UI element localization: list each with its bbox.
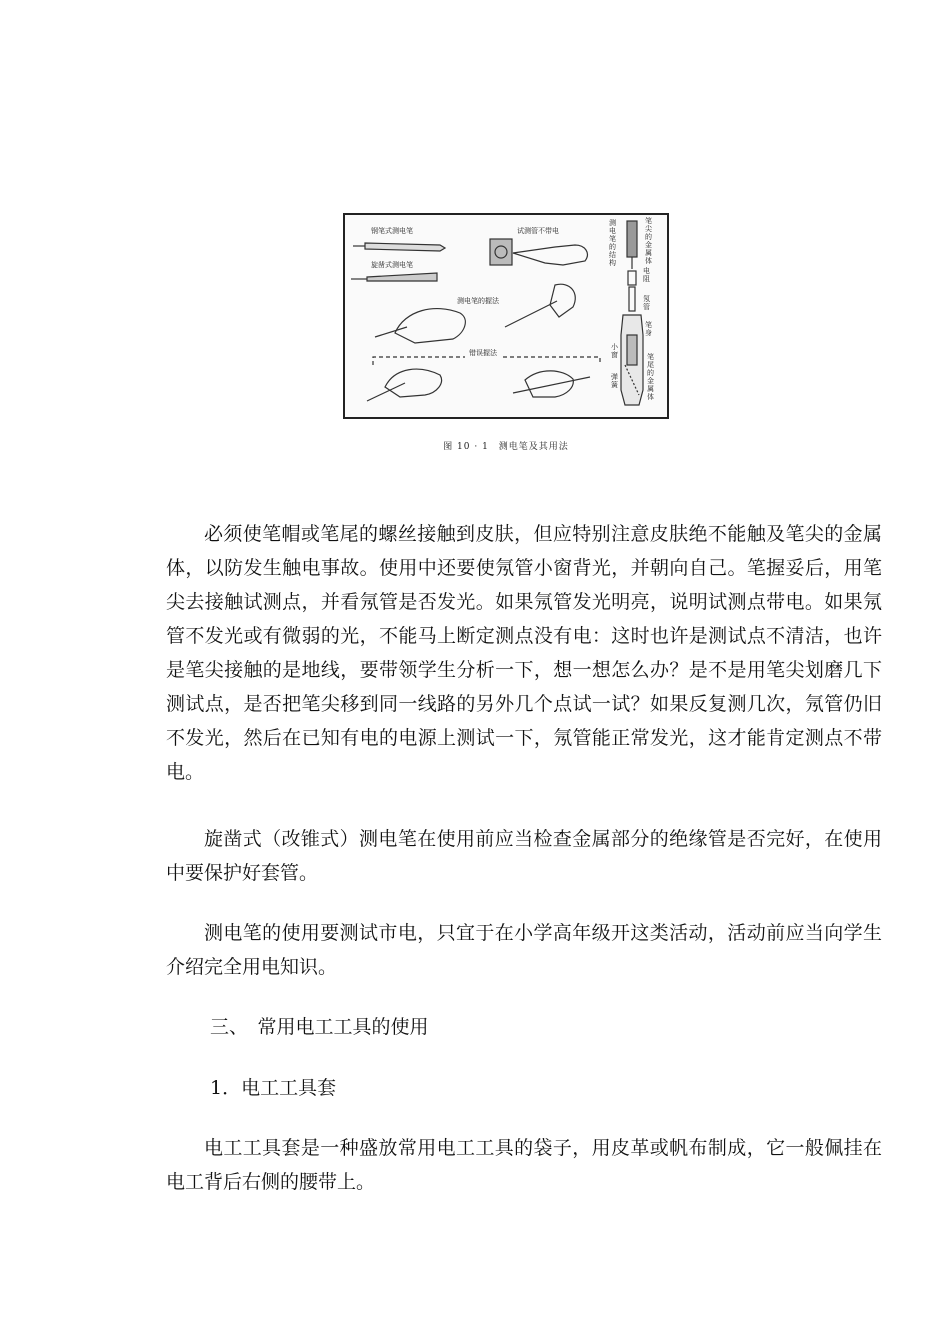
label-grip: 测电笔的握法 [457,297,499,305]
label-wrong-grip: 错误握法 [469,349,497,357]
paragraph-2: 旋凿式（改锥式）测电笔在使用前应当检查金属部分的绝缘管是否完好，在使用中要保护好套管。 [166,828,882,884]
label-structure: 测电笔的结构 [609,219,616,267]
figure-caption: 图 10 · 1 测电笔及其用法 [443,442,569,452]
pen-figure [343,213,669,419]
paragraph-1: 必须使笔帽或笔尾的螺丝接触到皮肤，但应特别注意皮肤绝不能触及笔尖的金属体，以防发生触电事故。使用中还要使氖管小窗背光，并朝向自己。笔握妥后，用笔尖去接触试测点，并看氖管是否发光。如果氖管发光明亮，说明试测点带电。如果氖管不发光或有微弱的光，不能马上断定测点没有电：这时也许是测试点不清洁，也许是笔尖接触的是地线，要带领学生分析一下，想一想怎么办？是不是用笔尖划磨几下测试点，是否把笔尖移到同一线路的另外几个点试一试？如果反复测几次，氖管仍旧不发光，然后在已知有电的电源上测试一下，氖管能正常发光，这才能肯定测点不带电。 [166,523,882,783]
label-pen-style: 钢笔式测电笔 [371,227,413,235]
label-spring: 弹簧 [611,373,618,389]
subheading: 1．电工工具套 [210,1077,337,1099]
label-test-no-light: 试测管不带电 [517,227,559,235]
label-neon: 氖管 [643,295,650,311]
label-tip-metal: 笔尖的金属体 [645,217,652,265]
paragraph-3: 测电笔的使用要测试市电，只宜于在小学高年级开这类活动，活动前应当向学生介绍完全用电知识。 [166,922,882,978]
label-window: 小窗 [611,343,618,359]
label-screwdriver-style: 旋凿式测电笔 [371,261,413,269]
section-heading: 三、 常用电工工具的使用 [210,1016,429,1038]
label-tail-metal: 笔尾的金属体 [647,353,654,401]
label-resistor: 电阻 [643,267,650,283]
label-body: 笔身 [645,321,652,337]
paragraph-4: 电工工具套是一种盛放常用电工工具的袋子，用皮革或帆布制成，它一般佩挂在电工背后右侧的腰带上。 [166,1137,882,1193]
